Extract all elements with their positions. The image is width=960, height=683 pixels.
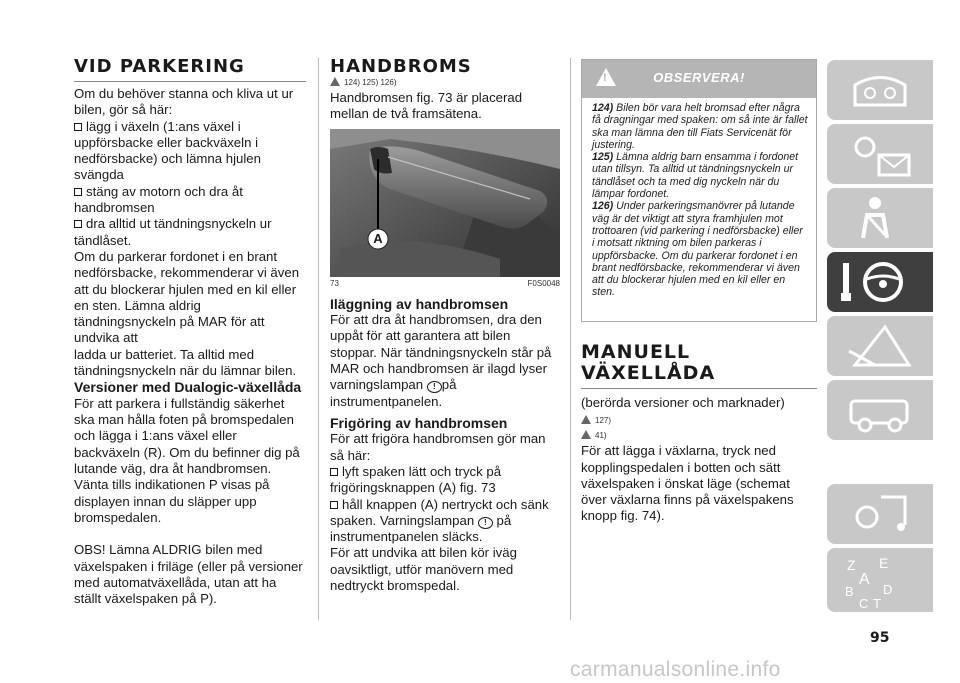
svg-text:C: C: [859, 596, 869, 611]
brake-warning-lamp-icon: !: [478, 517, 493, 529]
observera-item: 126) Under parkeringsmanövrer på lutande väg är det viktigt att styra framhjulen mot trottoaren (vid parkering i nedförsbacke) eller i motsatt riktning om bilen parkeras i uppförsbacke. Om du parkerar fordonet i en brant nedförsbacke, rekommenderar vi även att du blockerar hjulen med en kil eller en sten.: [592, 200, 803, 299]
checkbox-bullet-icon: [74, 188, 82, 196]
warning-triangle-icon: [330, 77, 340, 86]
handbrake-intro: Handbromsen fig. 73 är placerad mellan de två framsätena.: [330, 90, 523, 122]
parking-bullet-1: lägg i växeln (1:ans växel i uppförsbacke eller backväxeln i nedförsbacke) och lämna hjulen svängda: [74, 118, 261, 183]
svg-text:Z: Z: [847, 557, 856, 573]
figure-number: 73: [330, 278, 339, 288]
chapter-tab-emergency[interactable]: [827, 316, 933, 376]
release-bullet-2: håll knappen (A) nertryckt och sänk spaken. Varningslampan ! på instrumentpanelen släcks.: [330, 496, 549, 545]
release-bullet-1: lyft spaken lätt och tryck på frigöringsknappen (A) fig. 73: [330, 463, 502, 496]
warning-ref-1: 127): [581, 415, 817, 426]
chapter-tab-index[interactable]: [827, 548, 933, 612]
chapter-tab-starting-driving[interactable]: [827, 252, 933, 312]
apply-text: För att dra åt handbromsen, dra den uppåt för att garantera att bilen stoppar. När tändningsnyckeln står på MAR och handbromsen är ilagd lyser varningslampan ! på instrumentpanelen.: [330, 312, 552, 409]
section-title-parking: VID PARKERING: [74, 56, 245, 77]
checkbox-bullet-icon: [330, 468, 338, 476]
column-parking: [74, 57, 306, 607]
handbrake-illustration: [330, 129, 560, 277]
page-number: 95: [870, 630, 890, 646]
obs-note: OBS! Lämna ALDRIG bilen med växelspaken i friläge (eller på versioner med automatväxellåda, utan att ha ställt växelspaken på P).: [74, 542, 303, 607]
callout-label-a: A: [373, 230, 383, 246]
index-letters-icon: [839, 552, 919, 612]
section-title-gearbox-1: MANUELL: [581, 341, 691, 363]
parking-intro: Om du behöver stanna och kliva ut ur bilen, gör så här:: [74, 86, 294, 118]
handbrake-photo: [330, 129, 560, 277]
observera-body: [582, 98, 816, 299]
observera-title: OBSERVERA!: [653, 70, 745, 85]
gearbox-intro: (berörda versioner och marknader): [581, 395, 785, 410]
column-divider: [318, 58, 319, 620]
svg-text:T: T: [873, 596, 881, 611]
car-dashboard-icon: [845, 65, 915, 115]
svg-text:E: E: [879, 555, 889, 571]
warning-triangle-icon: [581, 415, 591, 424]
gearbox-body: För att lägga i växlarna, tryck ned kopplingspedalen i botten och sätt växelspaken i önskat läge (schemat över växlarna finns på växelspakens knopp fig. 74).: [581, 443, 794, 524]
chapter-tab-maintenance[interactable]: [827, 380, 933, 440]
warning-lights-icon: [845, 129, 915, 179]
section-title-gearbox-2: VÄXELLÅDA: [581, 362, 716, 384]
maintenance-icon: [845, 385, 915, 435]
breakdown-warning-icon: [845, 321, 915, 371]
dualogic-para-2: Vänta tills indikationen P visas på displayen innan du släpper upp bromspedalen.: [74, 477, 270, 525]
parking-para-1: Om du parkerar fordonet i en brant nedförsbacke, rekommenderar vi även att du blockerar hjulen med en kil eller en sten. Lämna aldrig tändningsnyckeln på MAR för att undvika att: [74, 248, 300, 346]
chapter-tab-warning-lights[interactable]: [827, 124, 933, 184]
brake-warning-lamp-icon: !: [427, 381, 442, 393]
observera-item: 124) Bilen bör vara helt bromsad efter några få dragningar med spaken: om så inte är fallet ska man lämna den till Fiats Servicenät för justering.: [592, 102, 808, 151]
parking-bullet-2: stäng av motorn och dra åt handbromsen: [74, 183, 243, 216]
svg-text:D: D: [883, 582, 893, 597]
svg-text:A: A: [859, 571, 870, 588]
column-manual-gearbox: [581, 342, 817, 525]
seatbelt-airbag-icon: [845, 193, 915, 243]
chapter-tab-dashboard[interactable]: [827, 60, 933, 120]
observera-item: 125) Lämna aldrig barn ensamma i fordonet utan tillsyn. Ta alltid ut tändningsnyckeln ur tändlåset och ta med dig nyckeln när du lämpar fordonet.: [592, 151, 799, 201]
parking-para-1b: ladda ur batteriet. Ta alltid med tändningsnyckeln när du lämnar bilen.: [74, 346, 297, 379]
checkbox-bullet-icon: [330, 501, 338, 509]
checkbox-bullet-icon: [74, 123, 82, 131]
figure-caption: [330, 279, 560, 288]
column-handbrake: [330, 57, 560, 594]
release-intro: För att frigöra handbromsen gör man så här:: [330, 431, 546, 463]
dualogic-para: För att parkera i fullständig säkerhet ska man hålla foten på bromspedalen och lägga i 1:ans växel eller backväxeln (R). Om du befinner dig på lutande väg, dra åt handbromsen.: [74, 395, 300, 477]
parking-bullet-3: dra alltid ut tändningsnyckeln ur tändlåset.: [74, 216, 272, 248]
observera-header: ! OBSERVERA!: [582, 60, 816, 98]
watermark: carmanualsonline.info: [570, 658, 781, 681]
observera-box: [581, 59, 817, 322]
checkbox-bullet-icon: [74, 220, 82, 228]
figure-code: F0S0048: [527, 278, 560, 288]
multimedia-icon: [845, 489, 915, 539]
release-heading: Frigöring av handbromsen: [330, 414, 508, 431]
release-end: För att undvika att bilen kör iväg oavsiktligt, utför manövern med nedtryckt bromspedal.: [330, 545, 517, 594]
svg-text:B: B: [845, 584, 854, 599]
title-rule: [581, 388, 817, 389]
warning-refs: 124) 125) 126): [330, 77, 560, 88]
title-rule: [74, 81, 306, 82]
column-divider: [570, 58, 571, 620]
key-steering-wheel-icon: [839, 257, 919, 307]
section-title-handbrake: HANDBROMS: [330, 56, 472, 77]
apply-heading: Iläggning av handbromsen: [330, 295, 509, 312]
warning-ref-2: 41): [581, 430, 817, 441]
dualogic-heading: Versioner med Dualogic-växellåda: [74, 379, 302, 396]
chapter-tab-multimedia[interactable]: [827, 484, 933, 544]
warning-triangle-icon: [581, 430, 591, 439]
chapter-tab-safety[interactable]: [827, 188, 933, 248]
